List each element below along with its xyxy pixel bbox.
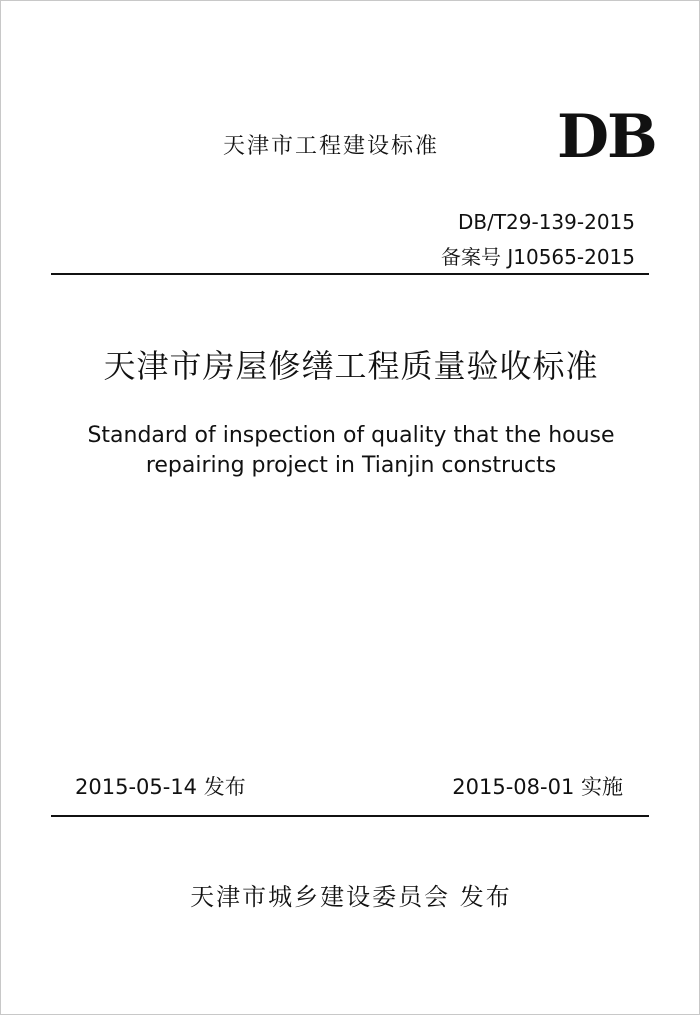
title-chinese: 天津市房屋修缮工程质量验收标准 — [103, 347, 599, 385]
title-english-line-2: repairing project in Tianjin constructs — [145, 453, 557, 478]
publisher: 天津市城乡建设委员会 发布 — [190, 883, 512, 911]
db-mark: DB — [557, 102, 656, 172]
top-divider — [51, 273, 649, 275]
implementation-date: 2015-08-01 实施 — [452, 775, 623, 799]
standard-category: 天津市工程建设标准 — [223, 134, 440, 159]
standard-number: DB/T29-139-2015 — [457, 210, 635, 234]
issue-date: 2015-05-14 发布 — [75, 775, 246, 799]
bottom-divider — [51, 815, 649, 817]
title-english-line-1: Standard of inspection of quality that the house — [87, 423, 615, 448]
record-number: 备案号 J10565-2015 — [441, 245, 635, 269]
title-english — [1, 421, 700, 481]
